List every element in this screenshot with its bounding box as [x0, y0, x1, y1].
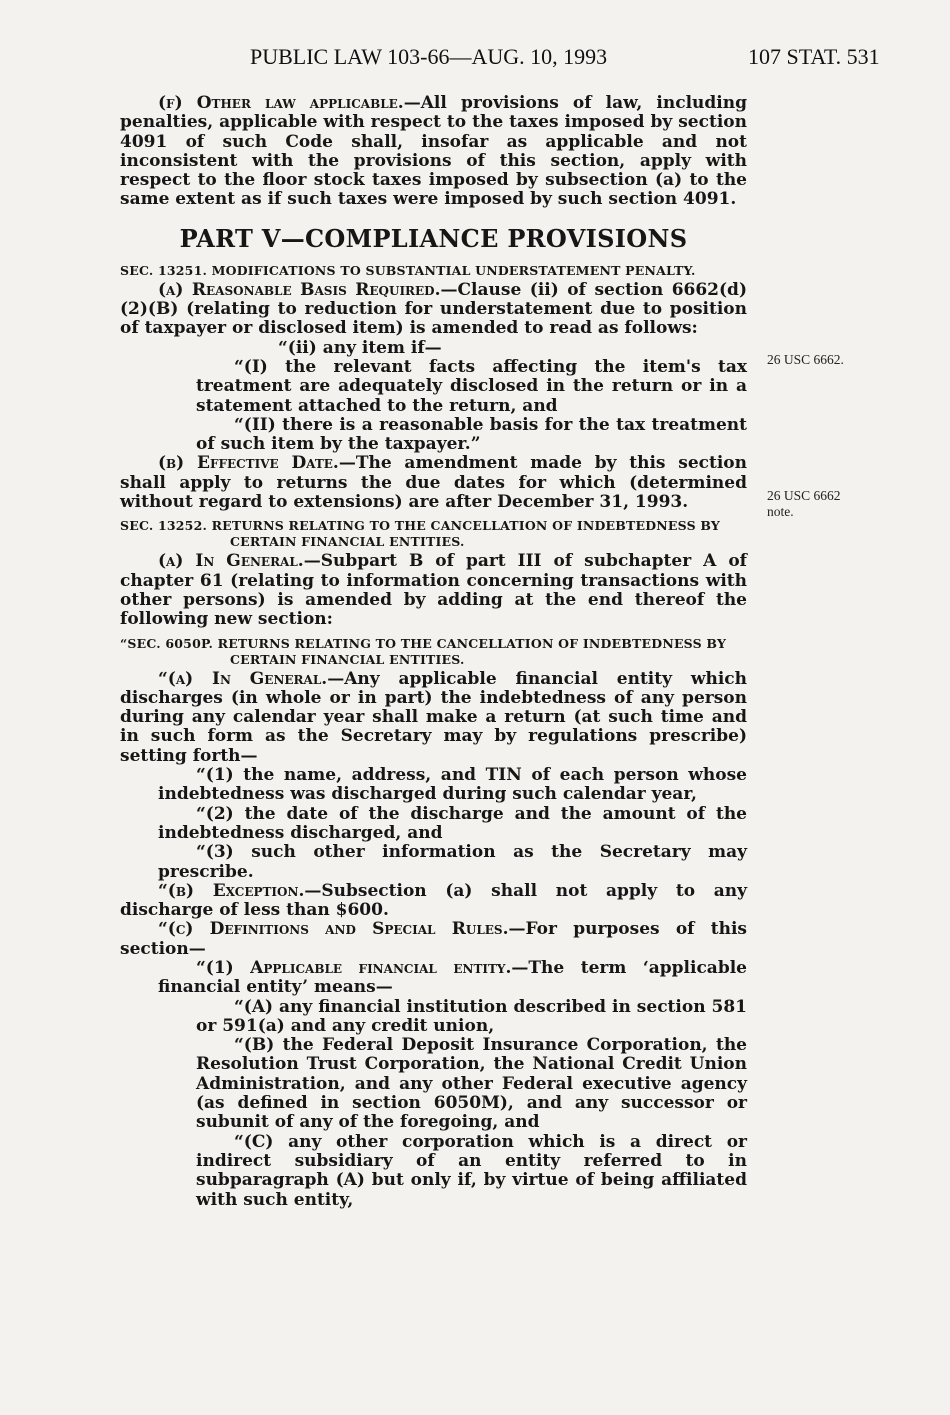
paragraph-f	[120, 94, 747, 210]
section-13251-b-label: (b) Effective Date.	[158, 453, 339, 474]
subparagraph-B	[120, 1036, 747, 1132]
main-text	[120, 94, 747, 1210]
item-2: “(2) the date of the discharge and the amount of the indebtedness discharged, and	[158, 803, 747, 843]
section-6050p-b	[120, 882, 747, 921]
margin-note-line-2: note.	[767, 504, 794, 519]
subclause-II	[120, 416, 747, 455]
margin-note-line-1: 26 USC 6662	[767, 488, 841, 503]
section-6050p-a	[120, 670, 747, 766]
definition-1	[120, 959, 747, 998]
section-6050p-heading: “SEC. 6050P. RETURNS RELATING TO THE CANCELLATION OF INDEBTEDNESS BY CERTAIN FINANCIAL ENTITIES.	[120, 635, 727, 667]
paragraph-f-text: —All provisions of law, including penalties, applicable with respect to the taxes imposed by section 4091 of such Code shall, insofar as applicable and not inconsistent with the provisions of this section, apply with respect to the floor stock taxes imposed by subsection (a) to the same extent as if such taxes were imposed by such section 4091.	[120, 93, 747, 210]
margin-note-26-usc-6662: 26 USC 6662.	[767, 352, 844, 367]
section-13251-a	[120, 281, 747, 339]
section-13251-b-text: —The amendment made by this section shall apply to returns the due dates for which (determined without regard to extensions) are after December 31, 1993.	[120, 453, 747, 513]
subclause-II-text: “(II) there is a reasonable basis for the tax treatment of such item by the taxpayer.”	[196, 414, 747, 455]
section-6050p-b-text: —Subsection (a) shall not apply to any discharge of less than $600.	[120, 880, 747, 921]
subclause-I-text: “(I) the relevant facts affecting the item's tax treatment are adequately disclosed in the return or in a statement attached to the return, and	[196, 356, 747, 416]
subparagraph-C-text: “(C) any other corporation which is a direct or indirect subsidiary of an entity referred to in subparagraph (A) but only if, by virtue of being affiliated with such entity,	[196, 1131, 747, 1210]
section-13251-b	[120, 454, 747, 512]
subparagraph-A	[120, 998, 747, 1037]
section-13252-a-label: (a) In General.	[158, 551, 304, 572]
section-13251-heading: SEC. 13251. MODIFICATIONS TO SUBSTANTIAL UNDERSTATEMENT PENALTY.	[120, 262, 696, 278]
section-13252-a	[120, 552, 747, 629]
paragraph-f-label: (f) Other law applicable.	[158, 93, 404, 113]
clause-ii: “(ii) any item if—	[278, 337, 442, 358]
subparagraph-A-text: “(A) any financial institution described in section 581 or 591(a) and any credit union,	[196, 996, 747, 1036]
section-13252-a-text: —Subpart B of part III of subchapter A of chapter 61 (relating to information concerning transactions with other persons) is amended by adding at the end thereof the following new section:	[120, 551, 747, 630]
item-3: “(3) such other information as the Secretary may prescribe.	[158, 842, 747, 882]
subparagraph-B-text: “(B) the Federal Deposit Insurance Corporation, the Resolution Trust Corporation, the National Credit Union Administration, and any other Federal executive agency (as defined in section 6050M), and any successor or subunit of any of the foregoing, and	[196, 1035, 747, 1133]
section-6050p-b-label: “(b) Exception.	[158, 880, 305, 901]
section-6050p-c	[120, 920, 747, 959]
subparagraph-C	[120, 1133, 747, 1210]
definition-1-text: —The term ‘applicable financial entity’ means—	[158, 957, 747, 998]
section-13251-a-label: (a) Reasonable Basis Required.	[158, 279, 441, 300]
section-6050p-a-label: “(a) In General.	[158, 668, 328, 689]
section-13252-heading: SEC. 13252. RETURNS RELATING TO THE CANCELLATION OF INDEBTEDNESS BY CERTAIN FINANCIAL ENTITIES.	[120, 518, 721, 550]
header-title: PUBLIC LAW 103-66—AUG. 10, 1993	[250, 44, 608, 69]
part-title: PART V—COMPLIANCE PROVISIONS	[179, 223, 688, 253]
section-6050p-a-text: —Any applicable financial entity which discharges (in whole or in part) the indebtedness of any person during any calendar year shall make a return (at such time and in such form as the Secretary may by regulations prescribe) setting forth—	[120, 668, 747, 766]
subclause-I	[120, 358, 747, 416]
margin-note-26-usc-6662-note	[767, 488, 887, 520]
item-1: “(1) the name, address, and TIN of each person whose indebtedness was discharged during such calendar year,	[158, 765, 747, 805]
section-13251-a-text: —Clause (ii) of section 6662(d)(2)(B) (relating to reduction for understatement due to position of taxpayer or disclosed item) is amended to read as follows:	[120, 279, 747, 339]
section-6050p-c-label: “(c) Definitions and Special Rules.	[158, 919, 509, 940]
definition-1-label: “(1) Applicable financial entity.	[196, 957, 512, 978]
header-stat-page: 107 STAT. 531	[748, 44, 880, 69]
section-6050p-c-text: —For purposes of this section—	[120, 919, 747, 959]
